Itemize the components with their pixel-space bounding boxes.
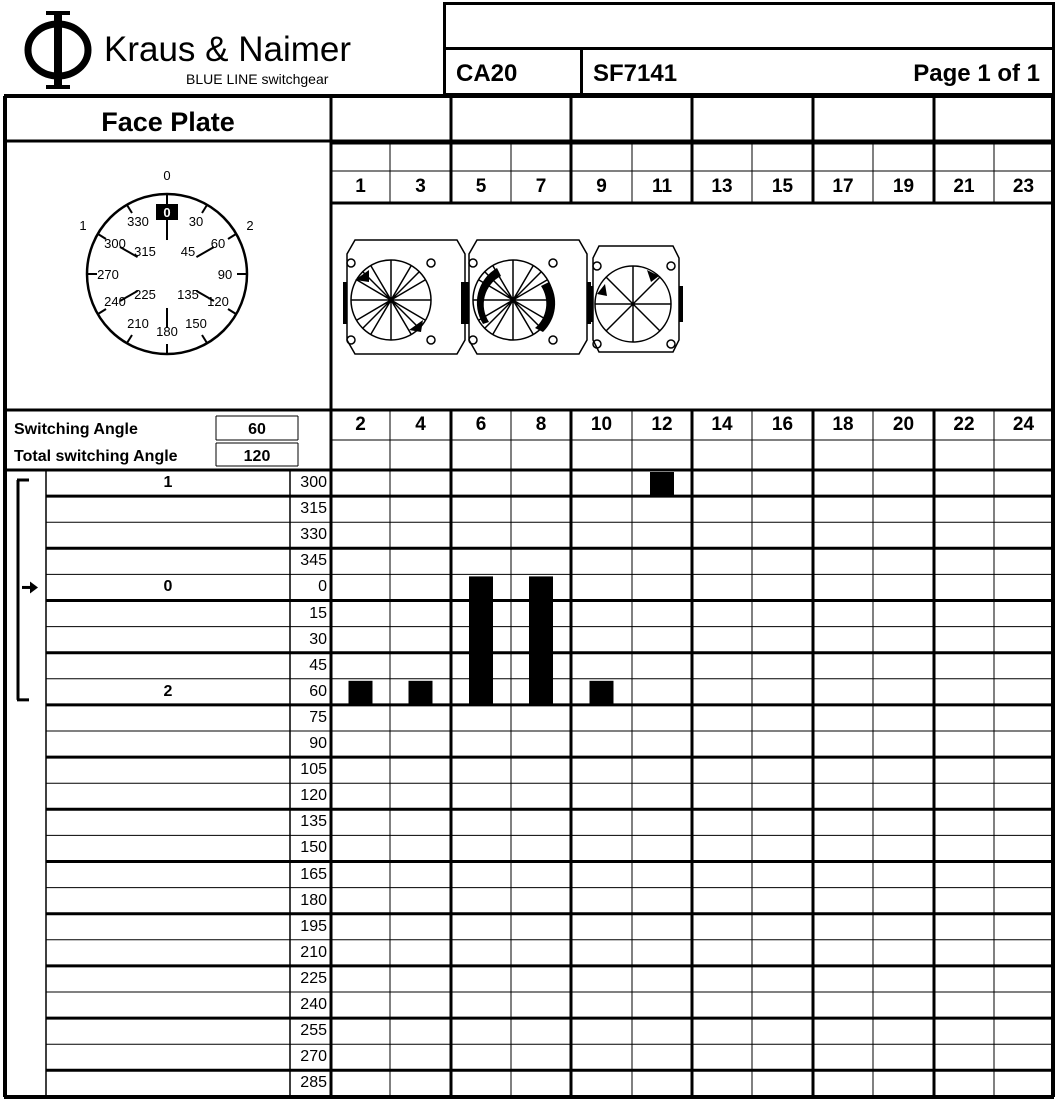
angle-label: 255 [300, 1022, 327, 1040]
contact-closed-bar [529, 576, 553, 704]
dial-position-0: 0 [163, 168, 171, 183]
dial-angle-270: 270 [97, 267, 119, 282]
terminal-number-bottom: 10 [590, 414, 613, 435]
arrow-marker-icon [30, 581, 38, 593]
contact-closed-bar [650, 472, 674, 495]
contact-closed-bar [469, 576, 493, 704]
terminal-number-bottom: 8 [535, 414, 547, 435]
angle-label: 195 [300, 917, 327, 935]
terminal-number-bottom: 6 [475, 414, 487, 435]
terminal-number-bottom: 20 [892, 414, 915, 435]
dial-angle-330: 330 [127, 214, 149, 229]
angle-label: 330 [300, 526, 327, 544]
dial-angle-315: 315 [134, 244, 156, 259]
angle-label: 90 [309, 735, 327, 752]
angle-label: 315 [300, 500, 327, 518]
dial-angle-30: 30 [188, 214, 204, 229]
switch-position-label: 2 [163, 682, 173, 700]
dial-angle-180: 180 [156, 324, 178, 339]
angle-label: 135 [300, 813, 327, 831]
terminal-number-top: 1 [355, 176, 366, 197]
terminal-number-bottom: 12 [651, 414, 673, 435]
contact-closed-bar [349, 681, 373, 704]
angle-label: 0 [318, 578, 327, 596]
angle-label: 345 [300, 552, 327, 570]
angle-label: 225 [300, 969, 327, 987]
terminal-number-top: 3 [415, 176, 426, 197]
dial-angle-60: 60 [210, 236, 226, 251]
contact-stages-illustration [335, 232, 695, 364]
dial-angle-240: 240 [104, 294, 126, 309]
angle-label: 15 [309, 604, 327, 622]
dial-angle-120: 120 [207, 294, 229, 309]
terminal-number-top: 21 [953, 176, 975, 197]
series-code: CA20 [456, 60, 518, 87]
angle-label: 75 [309, 708, 327, 726]
terminal-number-bottom: 16 [771, 414, 794, 435]
angle-label: 120 [300, 787, 327, 805]
dial-angle-225: 225 [134, 287, 156, 302]
terminal-number-top: 23 [1012, 176, 1035, 197]
terminal-number-bottom: 24 [1012, 414, 1035, 435]
terminal-number-bottom: 22 [953, 414, 975, 435]
terminal-number-top: 13 [711, 176, 733, 197]
terminal-number-top: 9 [596, 176, 607, 197]
angle-label: 180 [300, 891, 327, 909]
dial-angle-0: 0 [163, 205, 171, 220]
angle-label: 105 [300, 761, 327, 779]
dial-angle-45: 45 [180, 244, 196, 259]
page-number: Page 1 of 1 [913, 60, 1040, 87]
brand-tagline: BLUE LINE switchgear [186, 71, 329, 87]
dial-angle-135: 135 [177, 287, 199, 302]
angle-label: 240 [300, 996, 327, 1013]
angle-label: 45 [309, 656, 327, 674]
angle-label: 60 [309, 682, 327, 700]
face-plate-title: Face Plate [101, 107, 235, 137]
angle-label: 150 [300, 839, 327, 857]
switching-angle-value: 60 [248, 421, 266, 438]
terminal-number-top: 11 [651, 176, 673, 197]
angle-label: 300 [300, 474, 327, 491]
dial-angle-210: 210 [127, 316, 149, 331]
terminal-number-bottom: 18 [832, 414, 854, 435]
angle-label: 165 [300, 865, 327, 883]
switch-position-label: 1 [163, 474, 173, 491]
dial-angle-90: 90 [217, 267, 233, 282]
switch-position-label: 0 [163, 578, 173, 596]
program-code: SF7141 [593, 60, 678, 87]
angle-label: 30 [309, 630, 327, 648]
terminal-number-top: 15 [771, 176, 794, 197]
dial-angle-150: 150 [185, 316, 207, 331]
switching-angle-label: Switching Angle [14, 421, 138, 438]
dial-angle-300: 300 [104, 236, 126, 251]
dial-face [70, 160, 270, 360]
terminal-number-top: 17 [832, 176, 854, 197]
terminal-number-bottom: 4 [415, 414, 426, 435]
dial-position-2: 2 [246, 218, 254, 233]
angle-label: 270 [300, 1048, 327, 1066]
terminal-number-bottom: 2 [355, 414, 366, 435]
terminal-number-top: 7 [535, 176, 547, 197]
angle-label: 210 [300, 943, 327, 961]
terminal-number-top: 19 [892, 176, 915, 197]
contact-closed-bar [590, 681, 614, 704]
angle-label: 285 [300, 1074, 327, 1092]
total-switching-angle-value: 120 [243, 448, 271, 465]
dial-position-1: 1 [79, 218, 87, 233]
total-switching-angle-label: Total switching Angle [14, 448, 178, 465]
brand-name: Kraus & Naimer [104, 30, 352, 69]
terminal-number-top: 5 [475, 176, 487, 197]
contact-closed-bar [409, 681, 433, 704]
terminal-number-bottom: 14 [711, 414, 733, 435]
